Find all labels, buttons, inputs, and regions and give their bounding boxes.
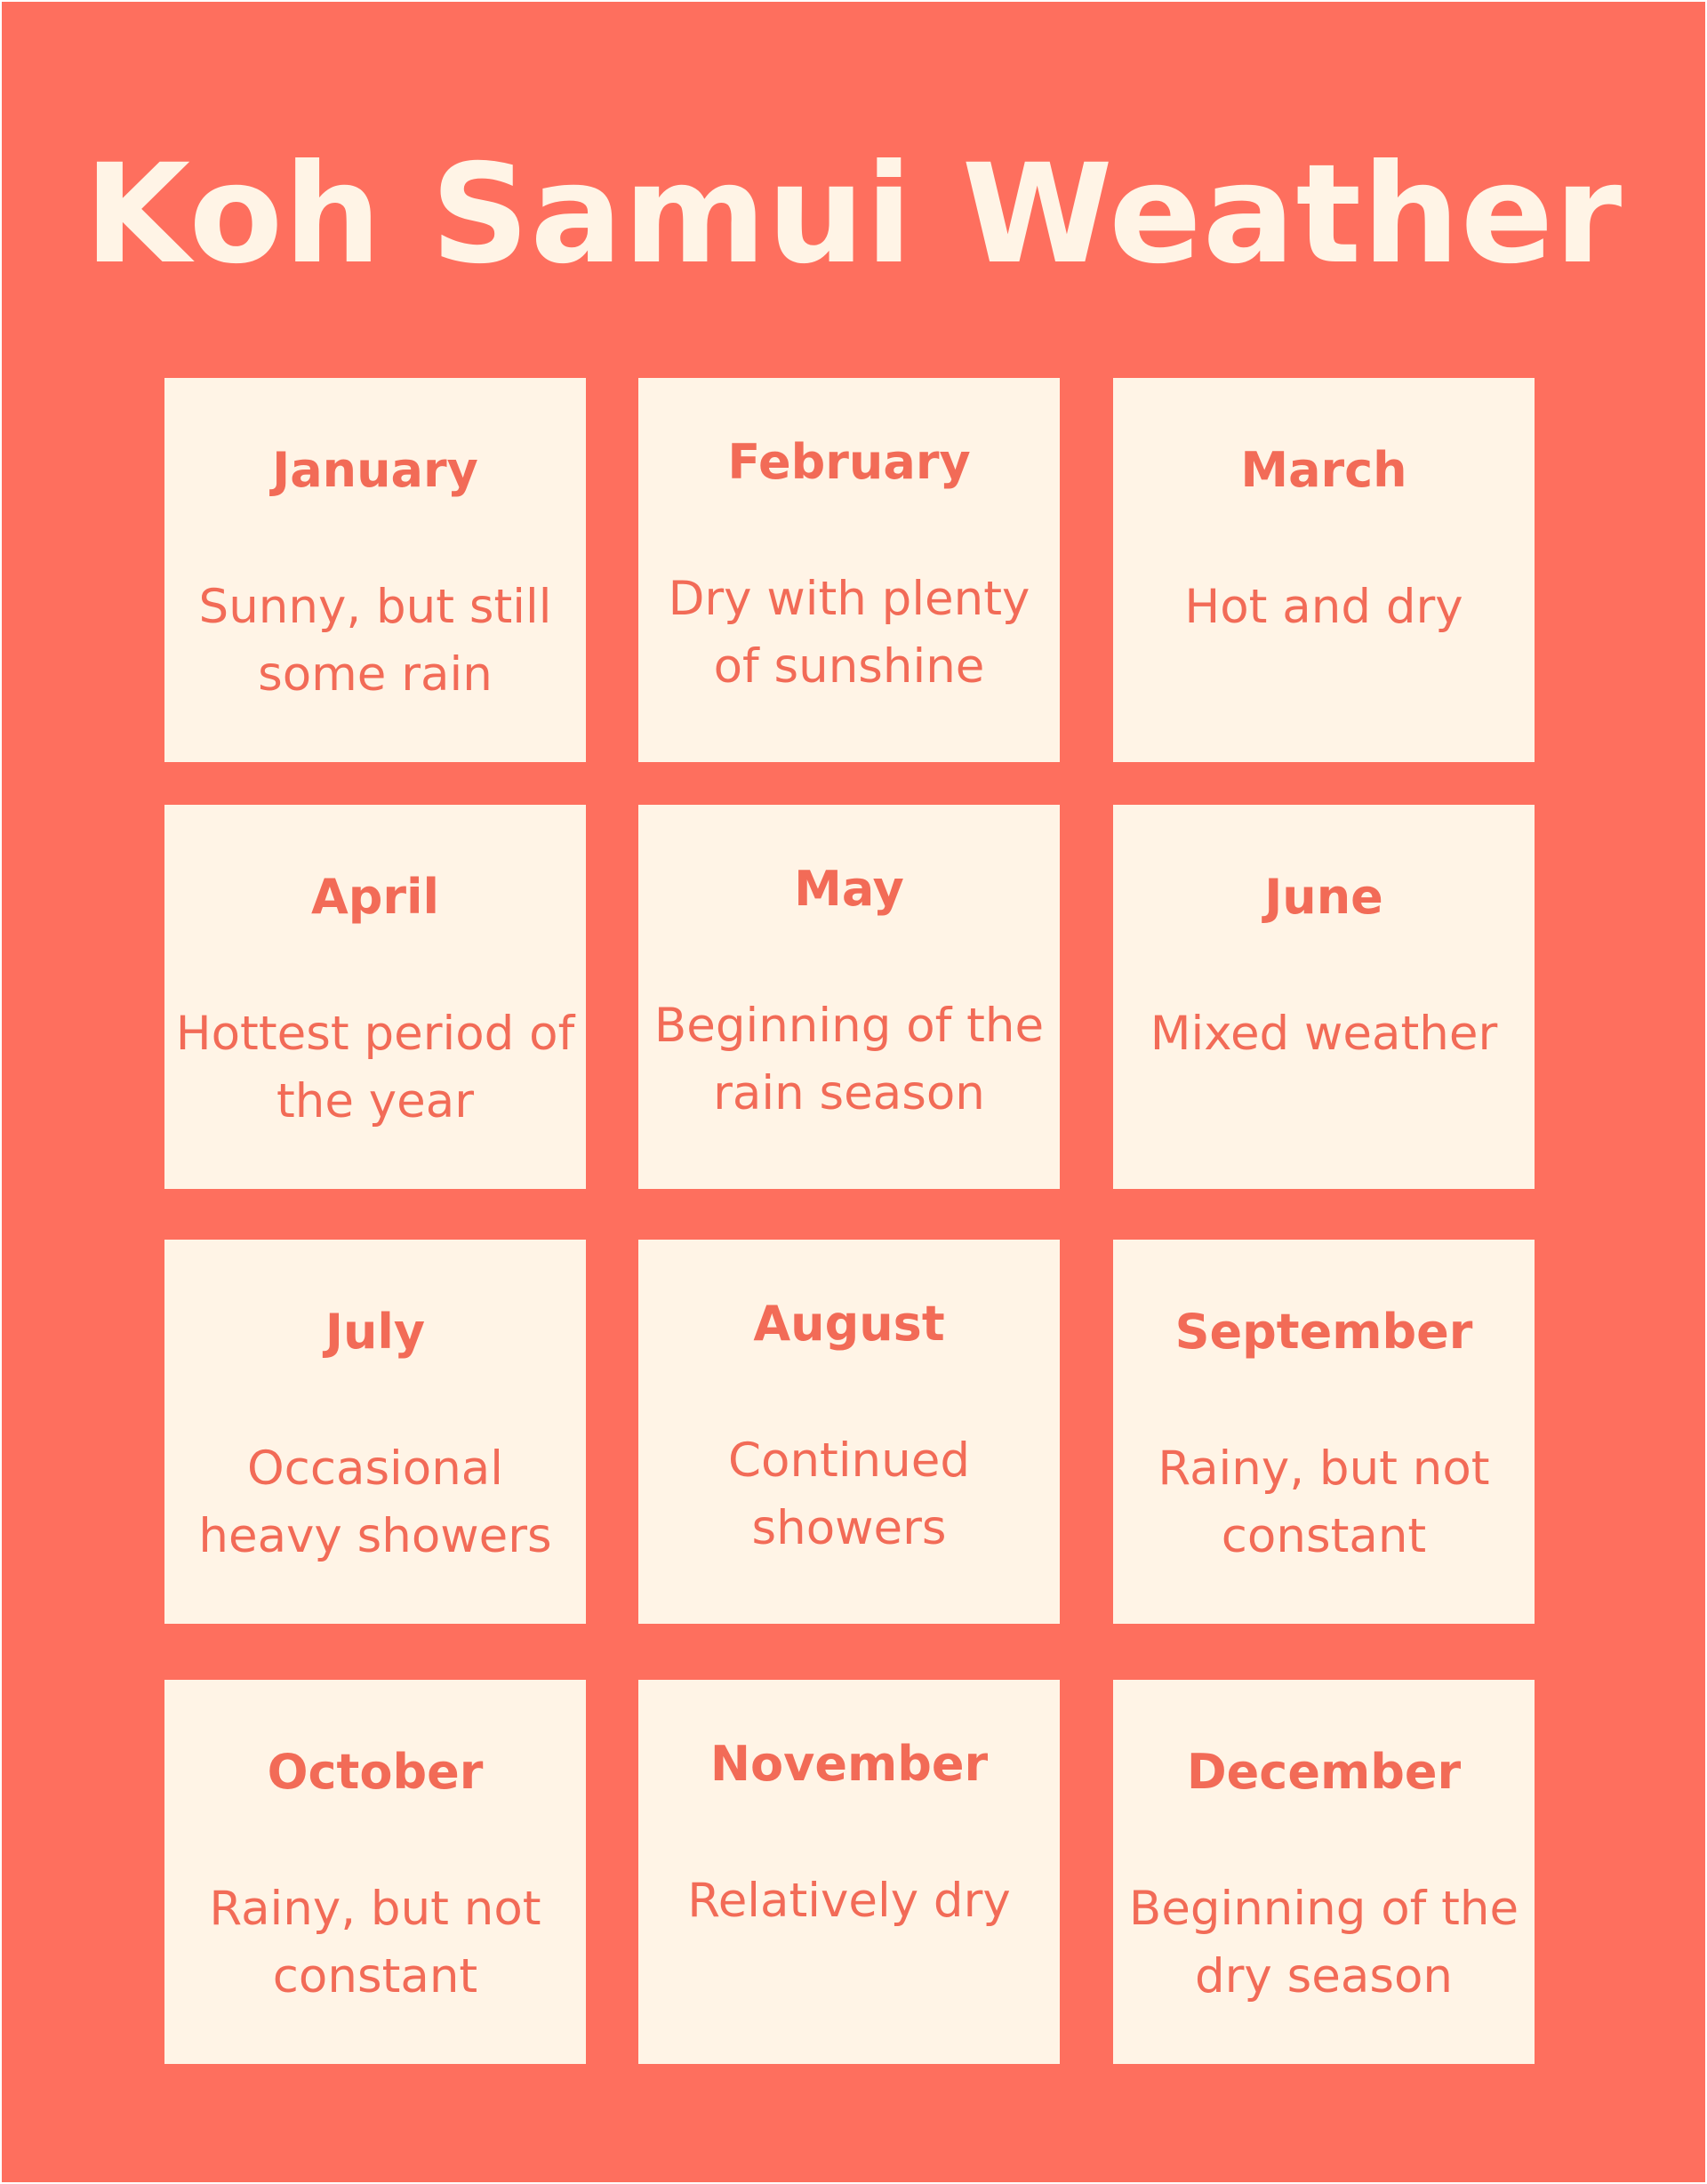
month-card-august [638,1240,1060,1624]
month-name: April [310,869,440,925]
month-description: Relatively dry [687,1874,1011,1928]
month-description: Sunny, but still some rain [198,580,552,702]
weather-poster [2,2,1705,2182]
month-description: Beginning of the rain season [653,999,1045,1120]
month-name: June [1264,869,1383,925]
month-name: May [794,861,904,917]
month-description: Rainy, but not constant [1158,1441,1490,1563]
month-card-may [638,805,1060,1189]
month-name: July [325,1304,426,1360]
month-name: February [727,434,971,490]
month-description: Hottest period of the year [175,1007,575,1128]
month-description: Mixed weather [1150,1007,1498,1061]
month-card-july [164,1240,586,1624]
page-title: Koh Samui Weather [84,135,1623,294]
month-description: Rainy, but not constant [209,1882,541,2003]
month-description: Occasional heavy showers [198,1441,552,1563]
month-card-october [164,1680,586,2064]
month-card-january [164,378,586,762]
month-name: August [753,1296,945,1352]
month-card-december [1113,1680,1535,2064]
month-name: December [1186,1744,1462,1800]
month-name: October [267,1744,484,1800]
month-name: November [709,1736,989,1792]
month-card-february [638,378,1060,762]
month-name: March [1240,442,1407,498]
month-description: Dry with plenty of sunshine [668,572,1030,694]
month-card-march [1113,378,1535,762]
month-description: Hot and dry [1184,580,1463,634]
month-card-june [1113,805,1535,1189]
month-card-april [164,805,586,1189]
month-description: Continued showers [728,1433,970,1555]
month-name: January [272,442,478,498]
month-card-september [1113,1240,1535,1624]
month-name: September [1174,1304,1473,1360]
month-description: Beginning of the dry season [1128,1882,1519,2003]
month-card-november [638,1680,1060,2064]
